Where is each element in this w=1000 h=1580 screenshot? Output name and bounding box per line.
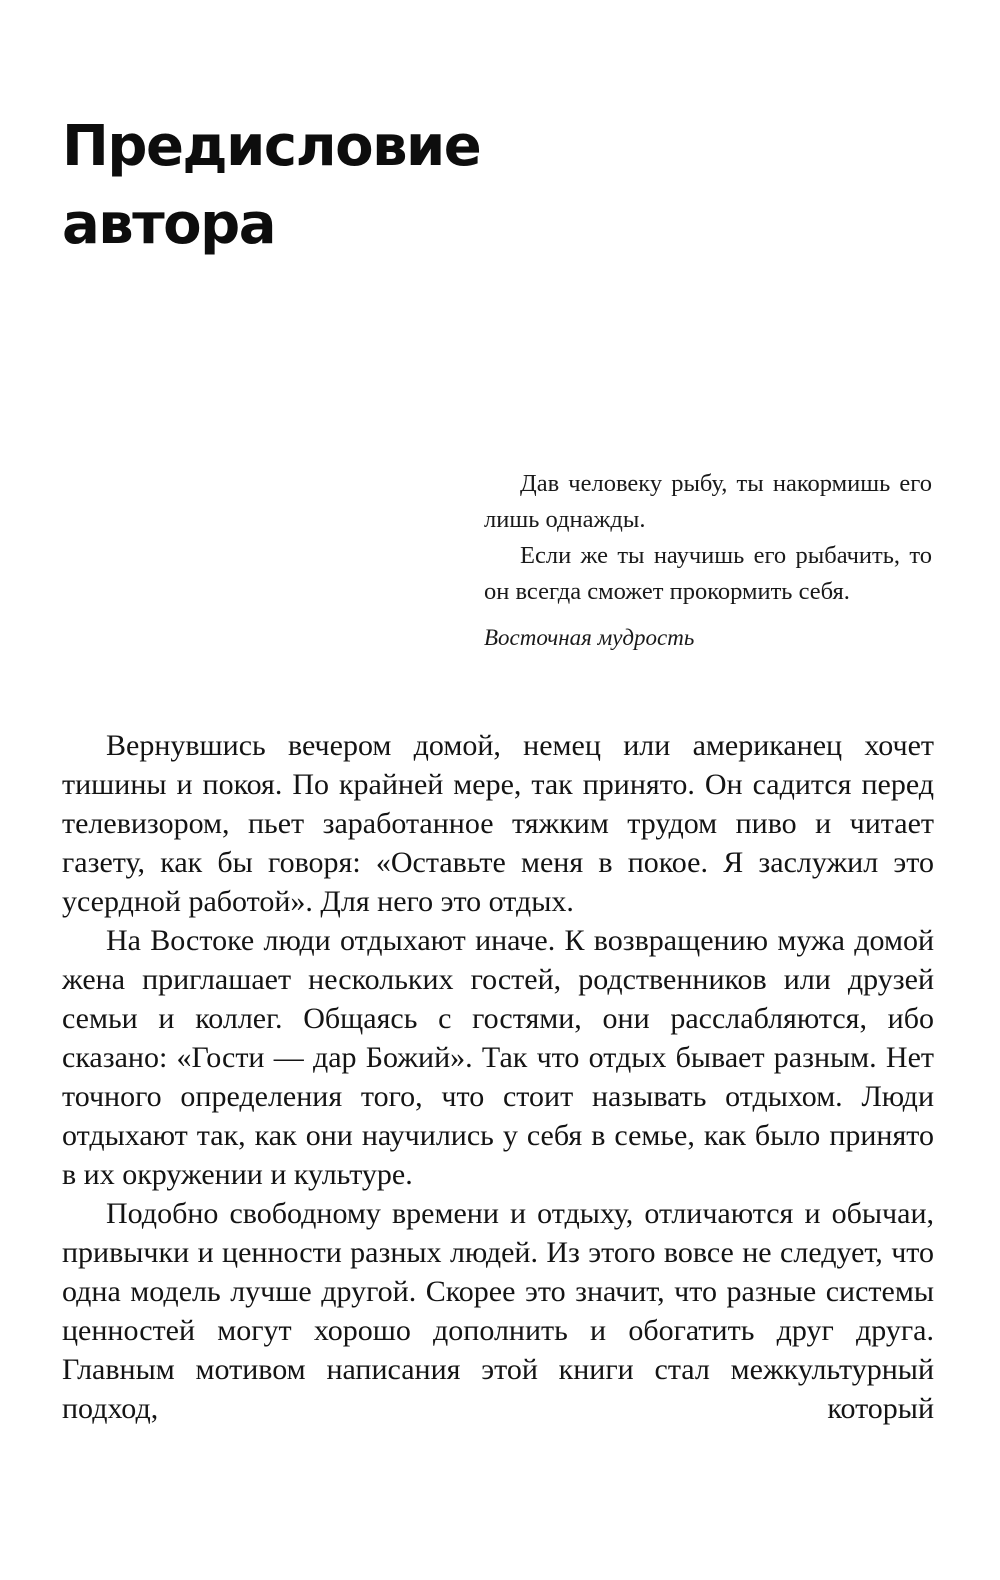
- chapter-title-line-2: автора: [62, 192, 276, 257]
- chapter-title-line-1: Предисловие: [62, 114, 481, 179]
- body-paragraph-2: На Востоке люди отдыхают иначе. К возвращению мужа домой жена приглашает нескольких гостей, родственников или друзей семьи и коллег. Общаясь с гостями, они расслабляются, ибо сказано: «Гости — дар Божий». Так что отдых бывает разным. Нет точного определения того, что стоит называть отдыхом. Люди отдыхают так, как они научились у себя в семье, как было принято в их окружении и культуре.: [62, 924, 934, 1191]
- body-text: [62, 726, 934, 1428]
- body-paragraph-3: Подобно свободному времени и отдыху, отличаются и обычаи, привычки и ценности разных людей. Из этого вовсе не следует, что одна модель лучше другой. Скорее это значит, что разные системы ценностей могут хорошо дополнить и обогатить друг друга. Главным мотивом написания этой книги стал межкультурный подход, который: [62, 1197, 934, 1425]
- epigraph-attribution: Восточная мудрость: [484, 625, 695, 650]
- epigraph-paragraph-2: Если же ты научишь его рыбачить, то он всегда сможет прокормить себя.: [484, 542, 932, 605]
- chapter-title: [62, 108, 480, 264]
- body-paragraph-1: Вернувшись вечером домой, немец или американец хочет тишины и покоя. По крайней мере, так принято. Он садится перед телевизором, пьет заработанное тяжким трудом пиво и читает газету, как бы говоря: «Оставьте меня в покое. Я заслужил это усердной работой». Для него это отдых.: [62, 729, 934, 918]
- epigraph-paragraph-1: Дав человеку рыбу, ты накормишь его лишь однажды.: [484, 470, 932, 533]
- epigraph: [484, 466, 932, 656]
